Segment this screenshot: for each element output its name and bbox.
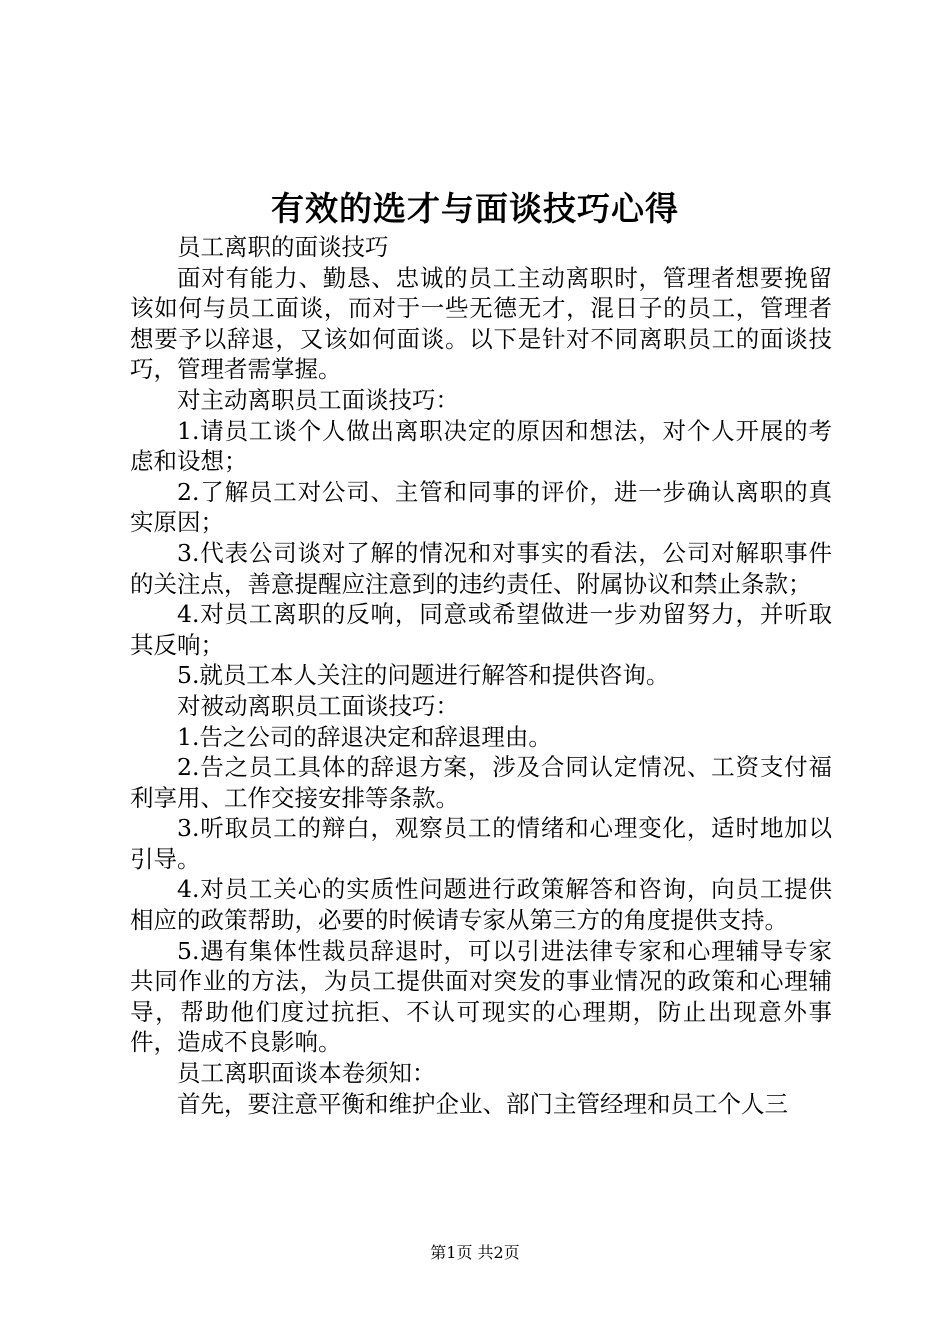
section-heading: 对主动离职员工面谈技巧： <box>177 385 459 414</box>
list-item: 5.就员工本人关注的问题进行解答和提供咨询。 <box>177 661 670 690</box>
list-item: 4.对员工离职的反响，同意或希望做进一步劝留努力，并听取其反响； <box>130 600 832 659</box>
list-item: 3.代表公司谈对了解的情况和对事实的看法，公司对解职事件的关注点，善意提醒应注意到的违约责任、附属协议和禁止条款； <box>130 538 832 598</box>
section-heading: 员工离职的面谈技巧 <box>177 233 389 261</box>
list-item: 5.遇有集体性裁员辞退时，可以引进法律专家和心理辅导专家共同作业的方法，为员工提供面对突发的事业情况的政策和心理辅导，帮助他们度过抗拒、不认可现实的心理期，防止出现意外事件，造成不良影响。 <box>130 936 832 1057</box>
section-heading: 员工离职面谈本卷须知： <box>177 1059 436 1088</box>
paragraph: 首先，要注意平衡和维护企业、部门主管经理和员工个人三 <box>177 1089 788 1118</box>
list-item: 2.告之员工具体的辞退方案，涉及合同认定情况、工资支付福利享用、工作交接安排等条款。 <box>130 753 832 812</box>
list-item: 2.了解员工对公司、主管和同事的评价，进一步确认离职的真实原因； <box>130 477 832 537</box>
page-number-footer: 第1页 共2页 <box>430 1243 520 1262</box>
paragraph: 面对有能力、勤恳、忠诚的员工主动离职时，管理者想要挽留该如何与员工面谈，而对于一些无德无才，混日子的员工，管理者想要予以辞退，又该如何面谈。以下是针对不同离职员工的面谈技巧，管理者需掌握。 <box>130 263 832 384</box>
list-item: 3.听取员工的辩白，观察员工的情绪和心理变化，适时地加以引导。 <box>130 814 832 873</box>
document-body <box>130 232 832 1119</box>
list-item: 4.对员工关心的实质性问题进行政策解答和咨询，向员工提供相应的政策帮助，必要的时候请专家从第三方的角度提供支持。 <box>130 875 832 935</box>
list-item: 1.请员工谈个人做出离职决定的原因和想法，对个人开展的考虑和设想； <box>130 416 832 476</box>
section-heading: 对被动离职员工面谈技巧： <box>177 691 459 720</box>
document-title: 有效的选才与面谈技巧心得 <box>271 189 679 228</box>
list-item: 1.告之公司的辞退决定和辞退理由。 <box>177 722 552 751</box>
